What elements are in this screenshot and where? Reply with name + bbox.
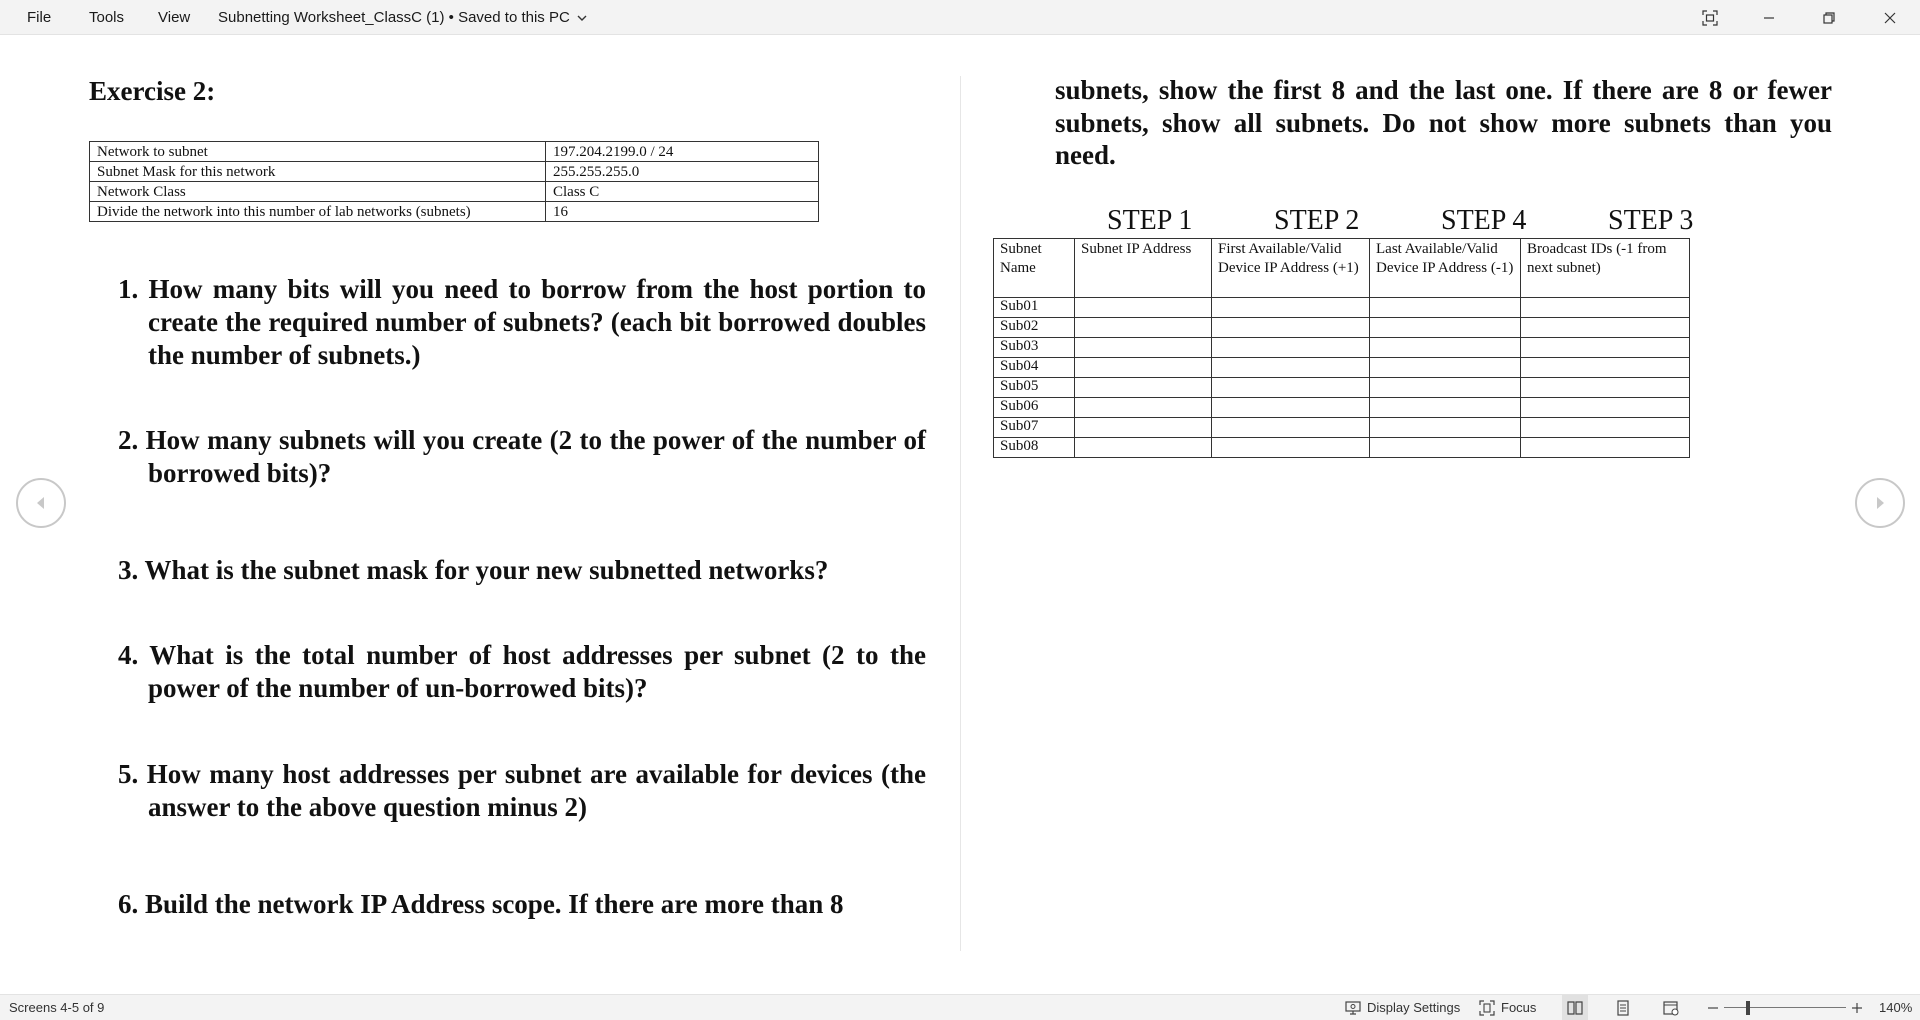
table-cell[interactable] xyxy=(1370,298,1521,318)
table-cell[interactable] xyxy=(1075,318,1212,338)
subnet-name: Sub07 xyxy=(994,418,1075,438)
info-value: Class C xyxy=(546,182,819,202)
page-count: Screens 4-5 of 9 xyxy=(9,1000,105,1015)
print-layout-icon xyxy=(1614,999,1632,1017)
web-layout-icon xyxy=(1662,999,1680,1017)
table-cell[interactable] xyxy=(1075,338,1212,358)
table-cell[interactable] xyxy=(1075,438,1212,458)
table-cell[interactable] xyxy=(1212,378,1370,398)
question-4: 4. What is the total number of host addresses per subnet (2 to the power of the number of un-borrowed bits)? xyxy=(118,640,926,703)
status-bar xyxy=(0,994,1920,1020)
table-cell[interactable] xyxy=(1521,418,1690,438)
table-cell[interactable] xyxy=(1370,418,1521,438)
question-3: 3. What is the subnet mask for your new subnetted networks? xyxy=(118,555,829,585)
info-label: Network to subnet xyxy=(90,142,546,162)
menu-tools[interactable]: Tools xyxy=(89,9,125,26)
table-cell[interactable] xyxy=(1370,438,1521,458)
web-layout-button[interactable] xyxy=(1658,995,1684,1020)
arrow-right-icon xyxy=(1872,495,1888,511)
table-cell[interactable] xyxy=(1521,318,1690,338)
table-cell[interactable] xyxy=(1212,438,1370,458)
table-row xyxy=(994,438,1690,458)
step-label: STEP 1 xyxy=(1107,205,1193,236)
read-mode-button[interactable] xyxy=(1562,995,1588,1020)
arrow-left-icon xyxy=(33,495,49,511)
focus-label: Focus xyxy=(1501,1000,1537,1015)
zoom-out-button[interactable] xyxy=(1704,995,1722,1020)
display-settings-button[interactable] xyxy=(1344,995,1460,1020)
table-header-row xyxy=(994,239,1690,298)
close-button[interactable] xyxy=(1862,0,1918,35)
table-cell[interactable] xyxy=(1521,438,1690,458)
table-cell[interactable] xyxy=(1370,338,1521,358)
table-cell[interactable] xyxy=(1521,378,1690,398)
menu-file[interactable]: File xyxy=(27,9,52,26)
question-2: 2. How many subnets will you create (2 to the power of the number of borrowed bits)? xyxy=(118,425,926,488)
zoom-in-button[interactable] xyxy=(1848,995,1866,1020)
minimize-button[interactable] xyxy=(1741,0,1797,35)
minus-icon xyxy=(1704,999,1722,1017)
question-1: 1. How many bits will you need to borrow from the host portion to create the required number of subnets? (each bit borrowed doubles the number of subnets.) xyxy=(118,274,926,370)
info-label: Network Class xyxy=(90,182,546,202)
info-value: 197.204.2199.0 / 24 xyxy=(546,142,819,162)
subnet-name: Sub04 xyxy=(994,358,1075,378)
focus-mode-button[interactable] xyxy=(1682,0,1738,35)
menu-view[interactable]: View xyxy=(158,9,191,26)
table-row xyxy=(994,418,1690,438)
table-row xyxy=(90,162,819,182)
chevron-down-icon xyxy=(576,12,588,24)
subnet-name: Sub05 xyxy=(994,378,1075,398)
zoom-slider-thumb[interactable] xyxy=(1746,1001,1750,1015)
question-5: 5. How many host addresses per subnet are available for devices (the answer to the above question minus 2) xyxy=(118,759,926,822)
table-cell[interactable] xyxy=(1075,398,1212,418)
zoom-slider[interactable] xyxy=(1724,995,1846,1020)
table-cell[interactable] xyxy=(1075,298,1212,318)
previous-page-button[interactable] xyxy=(16,478,66,528)
table-row xyxy=(994,318,1690,338)
zoom-slider-track xyxy=(1724,1007,1846,1008)
ip-scope-table xyxy=(993,238,1690,458)
print-layout-button[interactable] xyxy=(1610,995,1636,1020)
subnet-name: Sub08 xyxy=(994,438,1075,458)
page-divider xyxy=(960,76,961,951)
next-page-button[interactable] xyxy=(1855,478,1905,528)
minimize-icon xyxy=(1761,10,1777,26)
table-cell[interactable] xyxy=(1212,418,1370,438)
restore-icon xyxy=(1821,10,1837,26)
exercise-heading: Exercise 2: xyxy=(89,76,216,106)
info-label: Divide the network into this number of lab networks (subnets) xyxy=(90,202,546,222)
table-row xyxy=(90,202,819,222)
column-header: Last Available/Valid Device IP Address (-1) xyxy=(1370,239,1521,298)
plus-icon xyxy=(1848,999,1866,1017)
table-cell[interactable] xyxy=(1370,378,1521,398)
table-row xyxy=(90,142,819,162)
table-row xyxy=(994,398,1690,418)
table-cell[interactable] xyxy=(1521,298,1690,318)
step-label: STEP 3 xyxy=(1608,205,1694,236)
title-bar xyxy=(0,0,1920,35)
table-cell[interactable] xyxy=(1521,358,1690,378)
zoom-level[interactable]: 140% xyxy=(1879,1000,1913,1015)
restore-button[interactable] xyxy=(1801,0,1857,35)
document-title-dropdown[interactable] xyxy=(218,0,588,35)
column-header: Subnet Name xyxy=(994,239,1075,298)
info-value: 255.255.255.0 xyxy=(546,162,819,182)
read-mode-icon xyxy=(1566,999,1584,1017)
question-6-continuation: subnets, show the first 8 and the last one. If there are 8 or fewer subnets, show all subnets. Do not show more subnets than you need. xyxy=(1055,75,1832,170)
table-cell[interactable] xyxy=(1075,358,1212,378)
network-info-table xyxy=(89,141,819,222)
subnet-name: Sub06 xyxy=(994,398,1075,418)
table-cell[interactable] xyxy=(1521,398,1690,418)
table-row xyxy=(994,378,1690,398)
table-cell[interactable] xyxy=(1370,318,1521,338)
display-settings-label: Display Settings xyxy=(1367,1000,1461,1015)
column-header: First Available/Valid Device IP Address (+1) xyxy=(1212,239,1370,298)
column-header: Broadcast IDs (-1 from next subnet) xyxy=(1521,239,1690,298)
table-cell[interactable] xyxy=(1212,358,1370,378)
question-6: 6. Build the network IP Address scope. If there are more than 8 xyxy=(118,889,844,919)
step-label: STEP 4 xyxy=(1441,205,1527,236)
table-row xyxy=(994,358,1690,378)
table-row xyxy=(994,298,1690,318)
close-icon xyxy=(1882,10,1898,26)
table-row xyxy=(90,182,819,202)
table-cell[interactable] xyxy=(1075,378,1212,398)
table-cell[interactable] xyxy=(1370,398,1521,418)
table-cell[interactable] xyxy=(1521,338,1690,358)
column-header: Subnet IP Address xyxy=(1075,239,1212,298)
subnet-name: Sub03 xyxy=(994,338,1075,358)
info-label: Subnet Mask for this network xyxy=(90,162,546,182)
focus-icon xyxy=(1478,999,1496,1017)
display-settings-icon xyxy=(1344,999,1362,1017)
table-row xyxy=(994,338,1690,358)
table-cell[interactable] xyxy=(1212,318,1370,338)
fullscreen-icon xyxy=(1702,10,1718,26)
subnet-name: Sub01 xyxy=(994,298,1075,318)
table-cell[interactable] xyxy=(1212,398,1370,418)
table-cell[interactable] xyxy=(1075,418,1212,438)
step-label: STEP 2 xyxy=(1274,205,1360,236)
document-title: Subnetting Worksheet_ClassC (1) • Saved to this PC xyxy=(218,9,570,26)
table-cell[interactable] xyxy=(1212,298,1370,318)
subnet-name: Sub02 xyxy=(994,318,1075,338)
focus-button[interactable] xyxy=(1478,995,1536,1020)
info-value: 16 xyxy=(546,202,819,222)
table-cell[interactable] xyxy=(1212,338,1370,358)
table-cell[interactable] xyxy=(1370,358,1521,378)
